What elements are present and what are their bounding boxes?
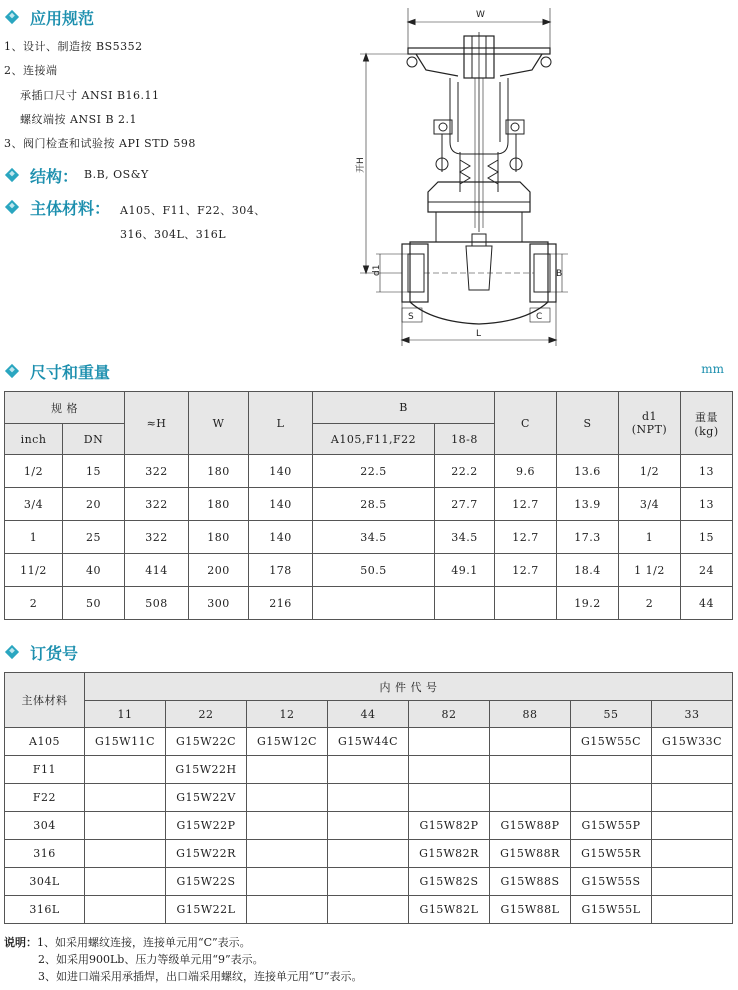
dim-label-l: L — [476, 329, 482, 339]
cell: A105 — [5, 728, 85, 756]
header-h: ≈H — [125, 392, 189, 455]
cell: G15W55P — [571, 812, 652, 840]
header-s: S — [557, 392, 619, 455]
cell — [409, 756, 490, 784]
cell: 316 — [5, 840, 85, 868]
material-line: A105、F11、F22、304、 — [120, 204, 266, 217]
header-material: 主体材料 — [5, 673, 85, 728]
cell: 216 — [249, 587, 313, 620]
cell: 9.6 — [495, 455, 557, 488]
header-code-12: 12 — [247, 701, 328, 728]
cell: 12.7 — [495, 521, 557, 554]
cell: 200 — [189, 554, 249, 587]
header-code-22: 22 — [166, 701, 247, 728]
header-b-188: 18-8 — [435, 424, 495, 455]
cell — [85, 840, 166, 868]
cell: G15W22V — [166, 784, 247, 812]
gate-valve-drawing — [346, 2, 576, 352]
cell: 50 — [63, 587, 125, 620]
cell — [247, 812, 328, 840]
cell: 304 — [5, 812, 85, 840]
cell: 300 — [189, 587, 249, 620]
cell: G15W12C — [247, 728, 328, 756]
cell: 25 — [63, 521, 125, 554]
cell: 22.2 — [435, 455, 495, 488]
dim-label-d1: d1 — [372, 264, 382, 276]
cell — [409, 784, 490, 812]
cell — [328, 896, 409, 924]
spec-line: 1、设计、制造按 BS5352 — [4, 40, 143, 53]
cell — [409, 728, 490, 756]
cell — [490, 756, 571, 784]
cell — [435, 587, 495, 620]
header-code-82: 82 — [409, 701, 490, 728]
cell: G15W22C — [166, 728, 247, 756]
table-row — [5, 868, 733, 896]
cell: G15W33C — [652, 728, 733, 756]
cell: 140 — [249, 488, 313, 521]
header-code-44: 44 — [328, 701, 409, 728]
cell: 20 — [63, 488, 125, 521]
header-code-88: 88 — [490, 701, 571, 728]
cell — [571, 756, 652, 784]
cell: 3/4 — [5, 488, 63, 521]
cell — [652, 784, 733, 812]
cell: G15W11C — [85, 728, 166, 756]
cell: 19.2 — [557, 587, 619, 620]
header-weight-a: 重量 — [695, 410, 718, 424]
cell: 178 — [249, 554, 313, 587]
cell: 180 — [189, 455, 249, 488]
material-line: 316、304L、316L — [120, 228, 227, 241]
header-d1 — [619, 392, 681, 455]
cell — [328, 812, 409, 840]
note-text: 1、如采用螺纹连接，连接单元用“C”表示。 — [37, 936, 251, 949]
cell — [85, 868, 166, 896]
cell — [247, 756, 328, 784]
table-row — [5, 896, 733, 924]
cell: 304L — [5, 868, 85, 896]
cell: 50.5 — [313, 554, 435, 587]
header-b: B — [313, 392, 495, 424]
cell — [652, 896, 733, 924]
dim-label-c: C — [536, 312, 543, 322]
header-inch: inch — [5, 424, 63, 455]
cell: 316L — [5, 896, 85, 924]
cell — [328, 784, 409, 812]
dims-section-title: 尺寸和重量 — [30, 363, 111, 382]
cell: 27.7 — [435, 488, 495, 521]
header-spec: 规 格 — [5, 392, 125, 424]
spec-line: 2、连接端 — [4, 64, 58, 77]
section-bullet-icon — [5, 10, 19, 24]
header-d1-a: d1 — [641, 410, 658, 423]
table-row — [5, 784, 733, 812]
dim-label-b: B — [556, 269, 563, 279]
header-weight — [681, 392, 733, 455]
cell: G15W55S — [571, 868, 652, 896]
header-internal-code: 内 件 代 号 — [85, 673, 733, 701]
table-row — [5, 756, 733, 784]
dim-label-s: S — [408, 312, 414, 322]
cell: G15W88R — [490, 840, 571, 868]
cell: 15 — [63, 455, 125, 488]
spec-line: 螺纹端按 ANSI B 2.1 — [20, 113, 138, 126]
cell: 1 — [5, 521, 63, 554]
cell — [313, 587, 435, 620]
cell — [652, 868, 733, 896]
table-row — [5, 521, 733, 554]
cell: 22.5 — [313, 455, 435, 488]
spec-section-title: 应用规范 — [30, 9, 95, 28]
cell: G15W82S — [409, 868, 490, 896]
cell: G15W82R — [409, 840, 490, 868]
cell — [652, 756, 733, 784]
cell: 322 — [125, 521, 189, 554]
cell — [85, 756, 166, 784]
cell — [490, 784, 571, 812]
dim-label-h: 开H — [356, 157, 366, 173]
structure-title: 结构： — [30, 167, 79, 186]
cell: 508 — [125, 587, 189, 620]
table-row — [5, 812, 733, 840]
table-row — [5, 840, 733, 868]
cell: 414 — [125, 554, 189, 587]
section-bullet-icon — [5, 200, 19, 214]
dim-label-w: W — [476, 10, 485, 20]
structure-value: B.B, OS&Y — [84, 168, 149, 181]
cell: 3/4 — [619, 488, 681, 521]
cell — [652, 812, 733, 840]
cell — [328, 868, 409, 896]
cell: 17.3 — [557, 521, 619, 554]
note-line: 2、如采用900Lb、压力等级单元用“9”表示。 — [38, 953, 264, 966]
cell: 49.1 — [435, 554, 495, 587]
cell: 13.9 — [557, 488, 619, 521]
header-code-11: 11 — [85, 701, 166, 728]
cell: 11/2 — [5, 554, 63, 587]
cell — [247, 784, 328, 812]
cell: 12.7 — [495, 488, 557, 521]
header-w: W — [189, 392, 249, 455]
cell — [490, 728, 571, 756]
table-row — [5, 587, 733, 620]
cell — [85, 812, 166, 840]
cell — [328, 840, 409, 868]
order-code-table — [4, 672, 733, 924]
cell: 322 — [125, 488, 189, 521]
cell: G15W55C — [571, 728, 652, 756]
cell: 13 — [681, 455, 733, 488]
cell: G15W22R — [166, 840, 247, 868]
cell: 13 — [681, 488, 733, 521]
cell — [247, 868, 328, 896]
cell — [85, 896, 166, 924]
cell: 1/2 — [5, 455, 63, 488]
table-row — [5, 728, 733, 756]
section-bullet-icon — [5, 168, 19, 182]
note-line: 3、如进口端采用承插焊，出口端采用螺纹，连接单元用“U”表示。 — [38, 970, 363, 983]
cell: 140 — [249, 455, 313, 488]
spec-line: 承插口尺寸 ANSI B16.11 — [20, 89, 160, 102]
dimensions-table — [4, 391, 733, 620]
unit-label: mm — [701, 362, 724, 376]
cell: G15W88S — [490, 868, 571, 896]
notes — [4, 934, 363, 985]
cell: 15 — [681, 521, 733, 554]
cell: 34.5 — [313, 521, 435, 554]
cell: G15W82L — [409, 896, 490, 924]
cell: 2 — [619, 587, 681, 620]
cell — [328, 756, 409, 784]
cell: 28.5 — [313, 488, 435, 521]
spec-line: 3、阀门检查和试验按 API STD 598 — [4, 137, 196, 150]
cell: 18.4 — [557, 554, 619, 587]
cell: 40 — [63, 554, 125, 587]
cell: 2 — [5, 587, 63, 620]
header-weight-b: (kg) — [694, 424, 719, 438]
cell: G15W88P — [490, 812, 571, 840]
cell — [247, 840, 328, 868]
cell: 180 — [189, 521, 249, 554]
section-bullet-icon — [5, 364, 19, 378]
cell: 12.7 — [495, 554, 557, 587]
order-section-title: 订货号 — [30, 644, 79, 663]
cell: 44 — [681, 587, 733, 620]
header-b-a105: A105,F11,F22 — [313, 424, 435, 455]
cell: F22 — [5, 784, 85, 812]
cell — [495, 587, 557, 620]
cell — [85, 784, 166, 812]
header-l: L — [249, 392, 313, 455]
notes-lead: 说明： — [4, 936, 37, 949]
cell: G15W55R — [571, 840, 652, 868]
cell: 1 1/2 — [619, 554, 681, 587]
table-row — [5, 488, 733, 521]
cell: 1/2 — [619, 455, 681, 488]
cell: G15W44C — [328, 728, 409, 756]
header-d1-b: (NPT) — [631, 423, 668, 436]
cell: G15W22L — [166, 896, 247, 924]
cell — [247, 896, 328, 924]
section-bullet-icon — [5, 645, 19, 659]
cell: G15W22P — [166, 812, 247, 840]
cell: 180 — [189, 488, 249, 521]
cell: F11 — [5, 756, 85, 784]
cell: G15W88L — [490, 896, 571, 924]
cell: 140 — [249, 521, 313, 554]
cell: G15W82P — [409, 812, 490, 840]
header-code-55: 55 — [571, 701, 652, 728]
cell: 322 — [125, 455, 189, 488]
header-dn: DN — [63, 424, 125, 455]
cell: 24 — [681, 554, 733, 587]
header-code-33: 33 — [652, 701, 733, 728]
header-c: C — [495, 392, 557, 455]
material-title: 主体材料： — [30, 199, 111, 218]
cell: G15W55L — [571, 896, 652, 924]
cell: 13.6 — [557, 455, 619, 488]
cell — [571, 784, 652, 812]
cell: 1 — [619, 521, 681, 554]
note-line — [4, 934, 363, 951]
table-row — [5, 554, 733, 587]
cell: G15W22S — [166, 868, 247, 896]
cell: 34.5 — [435, 521, 495, 554]
cell — [652, 840, 733, 868]
table-row — [5, 455, 733, 488]
cell: G15W22H — [166, 756, 247, 784]
